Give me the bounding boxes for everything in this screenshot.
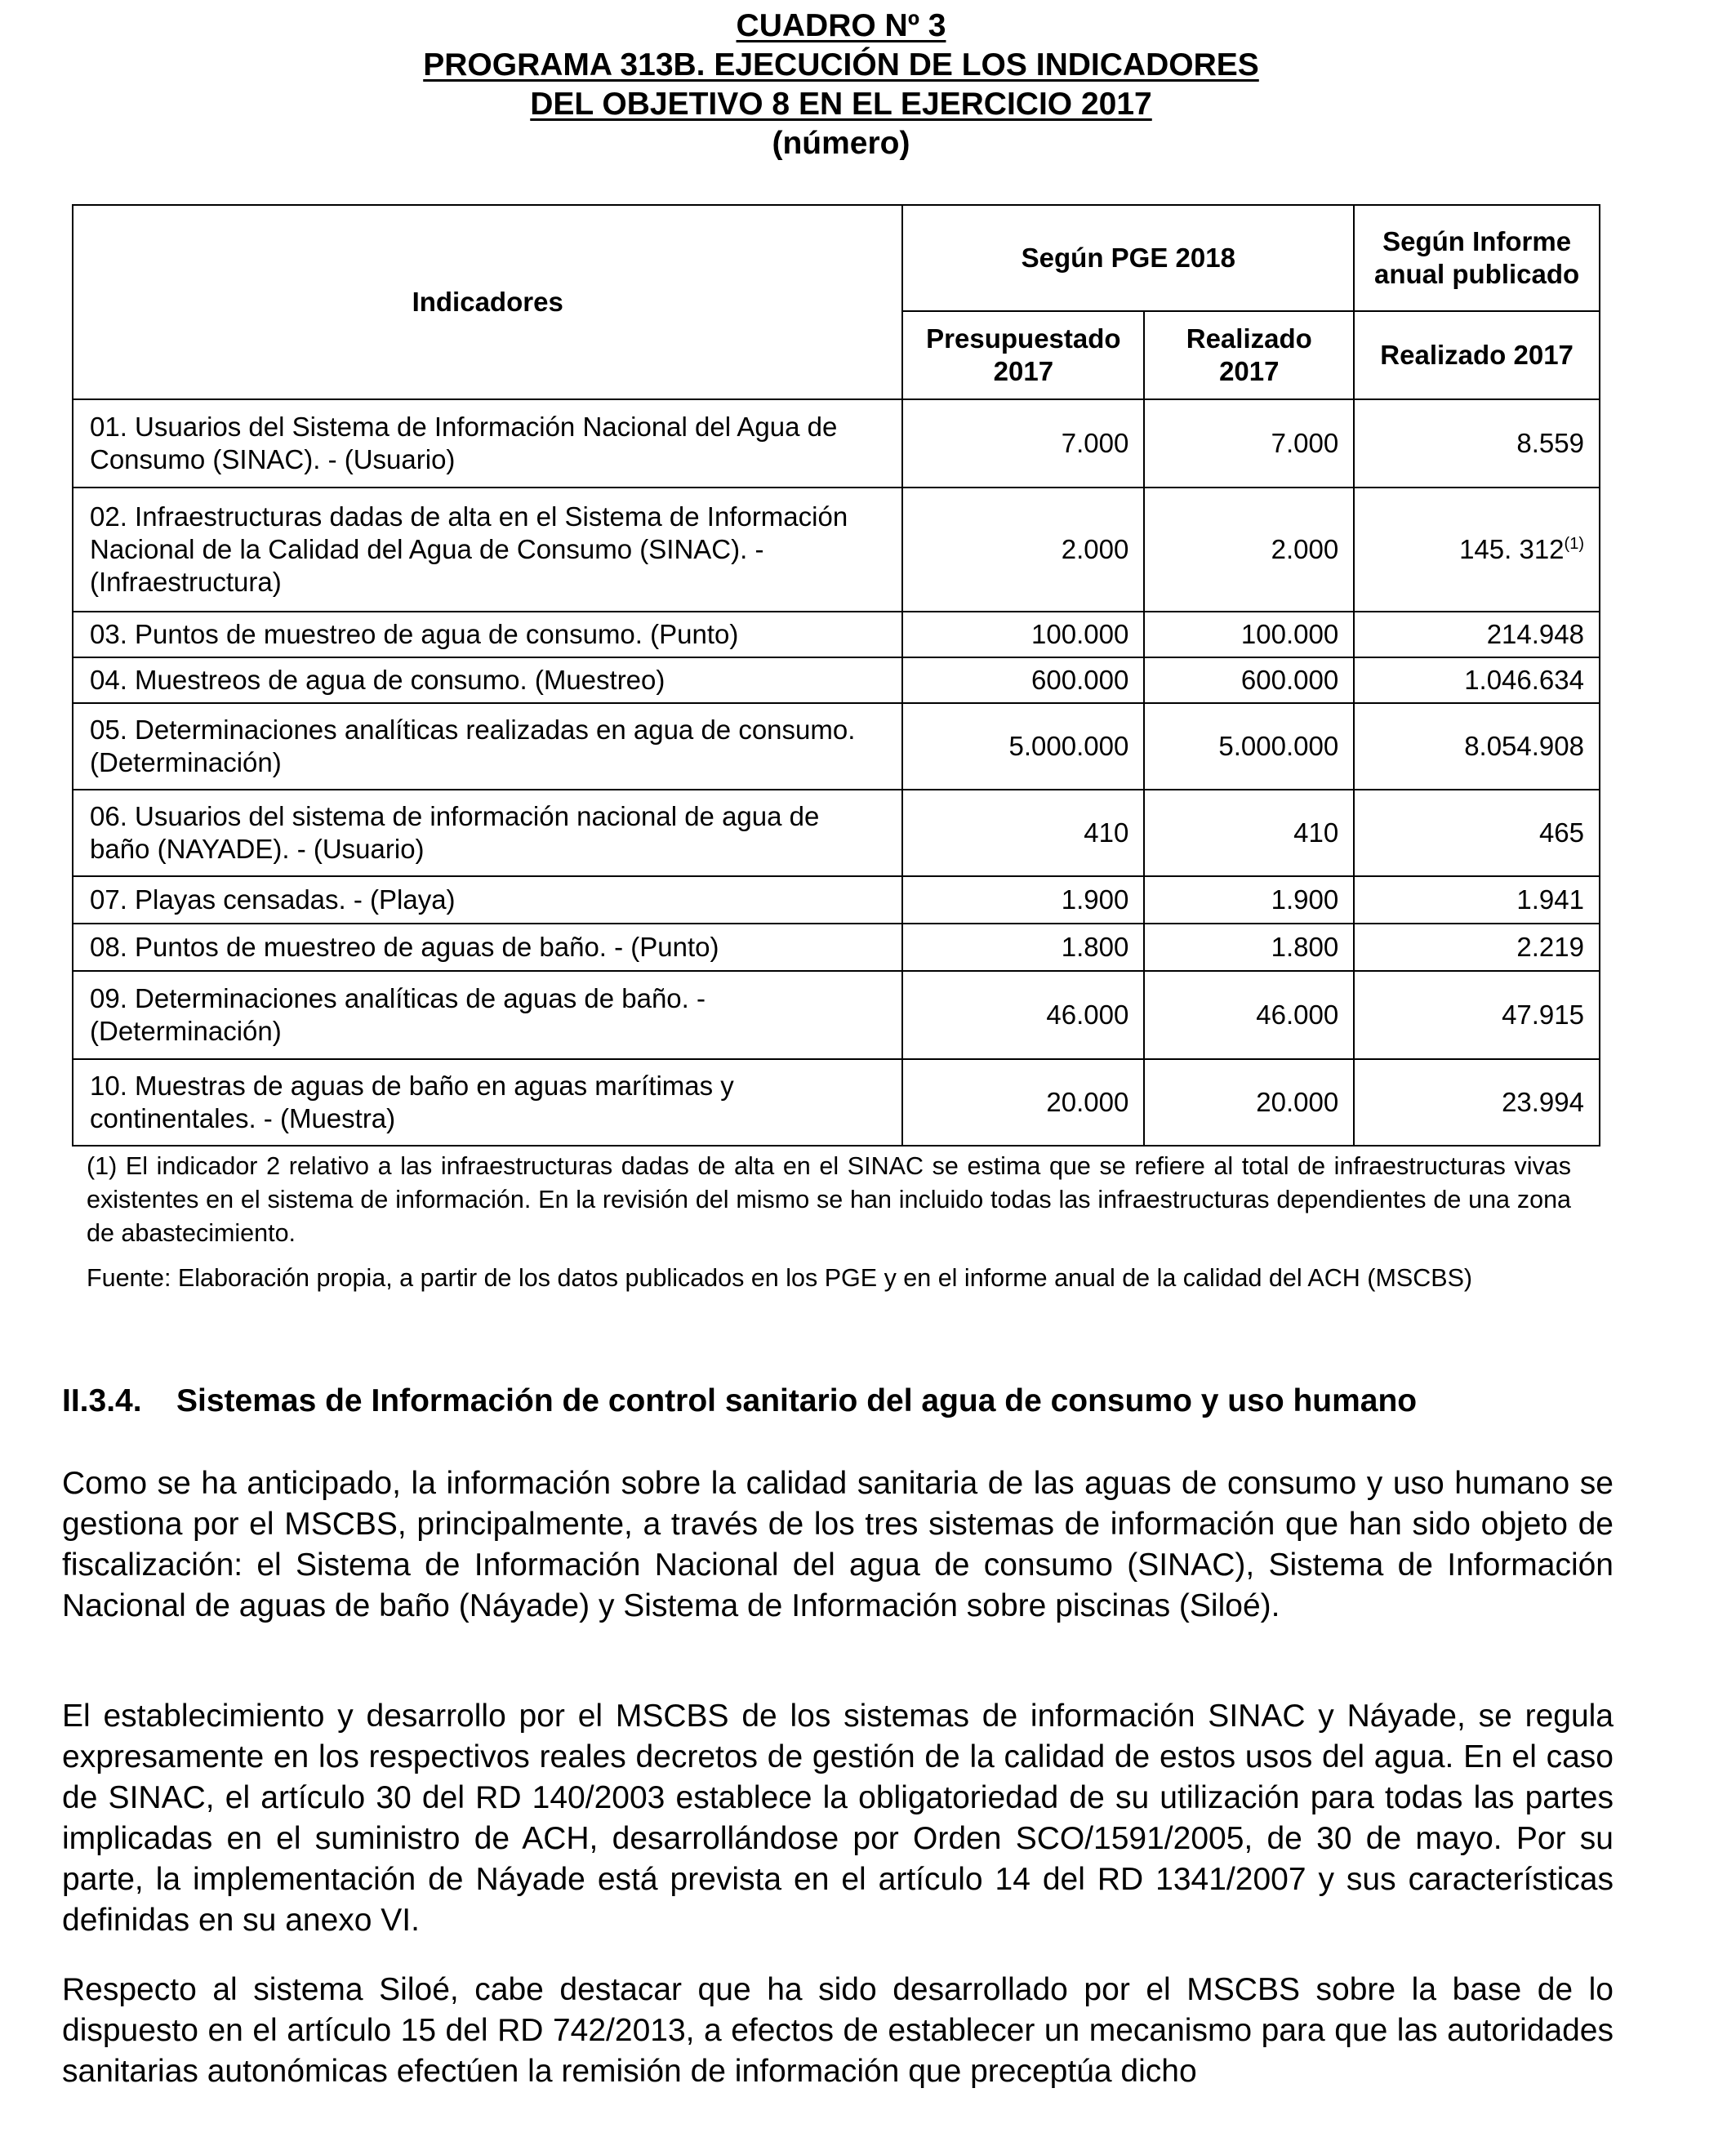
row-presupuestado: 7.000 (902, 399, 1144, 488)
row-realizado: 7.000 (1144, 399, 1354, 488)
indicators-table (72, 204, 1600, 1147)
row-label: 02. Infraestructuras dadas de alta en el Sistema de Información Nacional de la Calidad del Agua de Consumo (SINAC). - (Infraestructura) (73, 488, 902, 612)
row-realizado: 2.000 (1144, 488, 1354, 612)
row-presupuestado: 1.800 (902, 924, 1144, 971)
row-presupuestado: 100.000 (902, 612, 1144, 657)
row-label: 05. Determinaciones analíticas realizadas en agua de consumo. (Determinación) (73, 703, 902, 790)
header-realizado: Realizado 2017 (1144, 311, 1354, 399)
row-presupuestado: 2.000 (902, 488, 1144, 612)
table-row (73, 488, 1600, 612)
row-informe: 1.941 (1354, 876, 1600, 924)
row-label: 07. Playas censadas. - (Playa) (73, 876, 902, 924)
table-row (73, 703, 1600, 790)
table-row (73, 790, 1600, 876)
row-label: 10. Muestras de aguas de baño en aguas marítimas y continentales. - (Muestra) (73, 1059, 902, 1146)
row-informe: 8.054.908 (1354, 703, 1600, 790)
table-row (73, 612, 1600, 657)
section-title: Sistemas de Información de control sanitario del agua de consumo y uso humano (176, 1383, 1418, 1418)
row-label: 06. Usuarios del sistema de información nacional de agua de baño (NAYADE). - (Usuario) (73, 790, 902, 876)
table-row (73, 876, 1600, 924)
header-informe: Según Informe anual publicado (1354, 205, 1600, 311)
body-paragraph: El establecimiento y desarrollo por el MSCBS de los sistemas de información SINAC y Náyade, se regula expresamente en los respectivos reales decretos de gestión de la calidad de estos usos del agua. En el caso de SINAC, el artículo 30 del RD 140/2003 establece la obligatoriedad de su utilización para todas las partes implicadas en el suministro de ACH, desarrollándose por Orden SCO/1591/2005, de 30 de mayo. Por su parte, la implementación de Náyade está prevista en el artículo 14 del RD 1341/2007 y sus características definidas en su anexo VI. (62, 1699, 1614, 1938)
body-paragraph: Respecto al sistema Siloé, cabe destacar que ha sido desarrollado por el MSCBS sobre la base de lo dispuesto en el artículo 15 del RD 742/2013, a efectos de establecer un mecanismo para que las autoridades sanitarias autonómicas efectúen la remisión de información que preceptúa dicho (62, 1972, 1614, 2089)
row-informe: 1.046.634 (1354, 657, 1600, 703)
section-heading (62, 1382, 1417, 1421)
row-informe: 2.219 (1354, 924, 1600, 971)
row-realizado: 600.000 (1144, 657, 1354, 703)
row-informe: 214.948 (1354, 612, 1600, 657)
header-realizado-informe: Realizado 2017 (1354, 311, 1600, 399)
row-informe: 23.994 (1354, 1059, 1600, 1146)
row-presupuestado: 5.000.000 (902, 703, 1144, 790)
row-informe: 145. 312 (1459, 534, 1565, 564)
row-informe: 47.915 (1354, 971, 1600, 1059)
footnote-ref: (1) (1564, 535, 1584, 553)
row-realizado: 1.800 (1144, 924, 1354, 971)
table-source: Fuente: Elaboración propia, a partir de los datos publicados en los PGE y en el informe anual de la calidad del ACH (MSCBS) (87, 1264, 1473, 1292)
section-number: II.3.4. (62, 1383, 142, 1418)
row-realizado: 410 (1144, 790, 1354, 876)
row-informe-cell (1354, 488, 1600, 612)
header-indicadores: Indicadores (73, 205, 902, 399)
row-informe: 465 (1354, 790, 1600, 876)
table-footnote: (1) El indicador 2 relativo a las infraestructuras dadas de alta en el SINAC se estima que se refiere al total de infraestructuras vivas existentes en el sistema de información. En la revisión del mismo se han incluido todas las infraestructuras dependientes de una zona de abastecimiento. (87, 1152, 1571, 1247)
row-realizado: 20.000 (1144, 1059, 1354, 1146)
header-pge: Según PGE 2018 (902, 205, 1354, 311)
table-row (73, 924, 1600, 971)
table-row (73, 657, 1600, 703)
row-presupuestado: 20.000 (902, 1059, 1144, 1146)
row-label: 08. Puntos de muestreo de aguas de baño. - (Punto) (73, 924, 902, 971)
row-label: 01. Usuarios del Sistema de Información Nacional del Agua de Consumo (SINAC). - (Usuario) (73, 399, 902, 488)
row-realizado: 1.900 (1144, 876, 1354, 924)
row-label: 03. Puntos de muestreo de agua de consumo. (Punto) (73, 612, 902, 657)
row-presupuestado: 46.000 (902, 971, 1144, 1059)
row-label: 04. Muestreos de agua de consumo. (Muestreo) (73, 657, 902, 703)
table-title-line1: PROGRAMA 313B. EJECUCIÓN DE LOS INDICADORES (423, 47, 1259, 82)
table-unit: (número) (772, 126, 910, 161)
document-header (0, 7, 1682, 163)
header-presupuestado: Presupuestado 2017 (902, 311, 1144, 399)
row-realizado: 5.000.000 (1144, 703, 1354, 790)
table-row (73, 1059, 1600, 1146)
table-title-line2: DEL OBJETIVO 8 EN EL EJERCICIO 2017 (530, 87, 1152, 122)
row-presupuestado: 410 (902, 790, 1144, 876)
row-realizado: 46.000 (1144, 971, 1354, 1059)
table-row (73, 971, 1600, 1059)
row-label: 09. Determinaciones analíticas de aguas de baño. - (Determinación) (73, 971, 902, 1059)
table-row (73, 399, 1600, 488)
body-paragraph: Como se ha anticipado, la información sobre la calidad sanitaria de las aguas de consumo y uso humano se gestiona por el MSCBS, principalmente, a través de los tres sistemas de información que han sido objeto de fiscalización: el Sistema de Información Nacional del agua de consumo (SINAC), Sistema de Información Nacional de aguas de baño (Náyade) y Sistema de Información sobre piscinas (Siloé). (62, 1466, 1614, 1623)
row-informe: 8.559 (1354, 399, 1600, 488)
table-number: CUADRO Nº 3 (736, 8, 946, 43)
row-presupuestado: 1.900 (902, 876, 1144, 924)
row-presupuestado: 600.000 (902, 657, 1144, 703)
row-realizado: 100.000 (1144, 612, 1354, 657)
